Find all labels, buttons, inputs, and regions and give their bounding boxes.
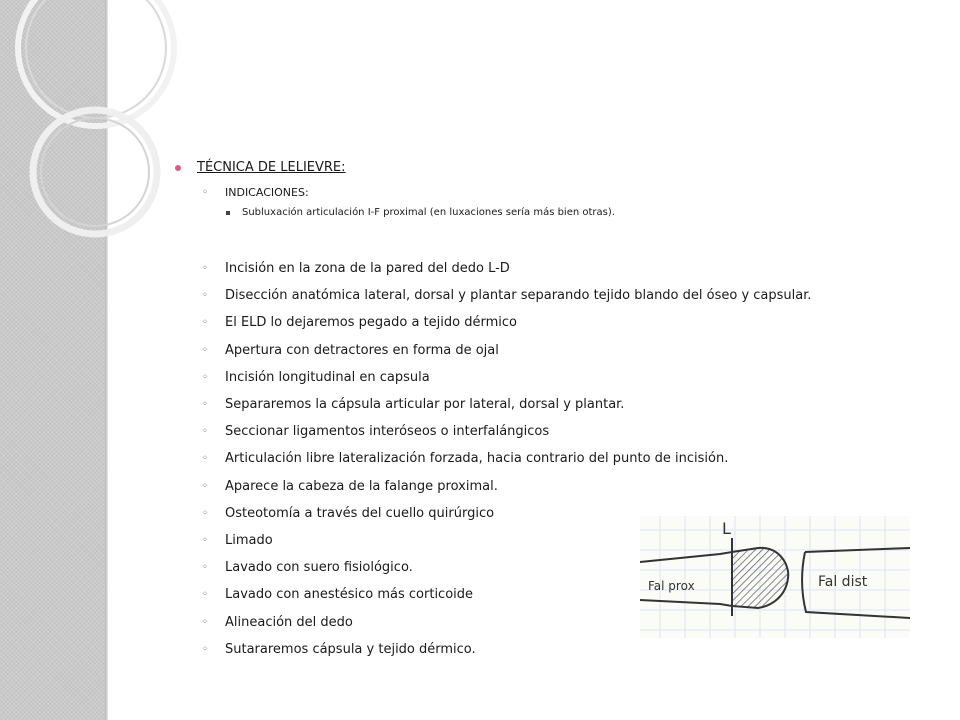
heading-text: TÉCNICA DE LELIEVRE:	[197, 160, 346, 175]
step-text: Alineación del dedo	[225, 614, 353, 630]
pink-bullet-icon	[175, 165, 181, 171]
step-text: Lavado con anestésico más corticoide	[225, 587, 474, 603]
ring-bullet-icon: ◦	[202, 290, 208, 302]
phalanx-sketch	[640, 516, 910, 638]
step-text: Disección anatómica lateral, dorsal y plantar separando tejido blando del óseo y capsular.	[225, 288, 812, 304]
step-text: Aparece la cabeza de la falange proximal.	[225, 478, 498, 494]
step-text: Incisión en la zona de la pared del dedo L-D	[225, 261, 510, 277]
sketch-label-right: Fal dist	[818, 574, 868, 590]
sketch-label-top: L	[722, 519, 731, 538]
ring-bullet-icon: ◦	[202, 507, 208, 519]
indications-row	[202, 186, 309, 199]
ring-bullet-icon: ◦	[202, 426, 208, 438]
list-item	[202, 255, 812, 282]
list-item	[202, 337, 812, 364]
sketch-label-left: Fal prox	[648, 579, 695, 593]
indications-label: INDICACIONES:	[225, 186, 309, 199]
ring-bullet-icon: ◦	[202, 371, 208, 383]
list-item	[202, 282, 812, 309]
step-text: El ELD lo dejaremos pegado a tejido dérmico	[225, 315, 517, 331]
ring-bullet-icon: ◦	[202, 589, 208, 601]
ring-bullet-icon: ◦	[202, 643, 208, 655]
step-text: Incisión longitudinal en capsula	[225, 369, 430, 385]
ring-bullet-icon: ◦	[202, 616, 208, 628]
indications-detail: Subluxación articulación I-F proximal (en luxaciones sería más bien otras).	[242, 207, 615, 218]
list-item	[202, 473, 812, 500]
ring-bullet-icon: ◦	[202, 453, 208, 465]
ring-bullet-icon: ◦	[202, 187, 208, 198]
list-item	[202, 636, 812, 663]
step-text: Apertura con detractores en forma de ojal	[225, 342, 499, 358]
list-item	[202, 391, 812, 418]
ring-bullet-icon: ◦	[202, 399, 208, 411]
ring-bullet-icon: ◦	[202, 263, 208, 275]
list-item	[202, 418, 812, 445]
step-text: Articulación libre lateralización forzada, hacia contrario del punto de incisión.	[225, 451, 729, 467]
decorative-circles	[0, 0, 200, 260]
step-text: Limado	[225, 532, 273, 548]
ring-bullet-icon: ◦	[202, 344, 208, 356]
step-text: Seccionar ligamentos interóseos o interfalángicos	[225, 424, 550, 440]
ring-bullet-icon: ◦	[202, 317, 208, 329]
step-text: Separaremos la cápsula articular por lateral, dorsal y plantar.	[225, 397, 625, 413]
ring-bullet-icon: ◦	[202, 480, 208, 492]
step-text: Osteotomía a través del cuello quirúrgico	[225, 505, 495, 521]
list-item	[202, 309, 812, 336]
section-heading	[175, 160, 346, 175]
list-item	[202, 445, 812, 472]
indications-detail-row	[226, 207, 615, 218]
square-bullet-icon	[226, 211, 230, 215]
ring-bullet-icon: ◦	[202, 534, 208, 546]
ring-bullet-icon: ◦	[202, 562, 208, 574]
step-text: Sutararemos cápsula y tejido dérmico.	[225, 641, 476, 657]
list-item	[202, 364, 812, 391]
step-text: Lavado con suero fisiológico.	[225, 560, 413, 576]
